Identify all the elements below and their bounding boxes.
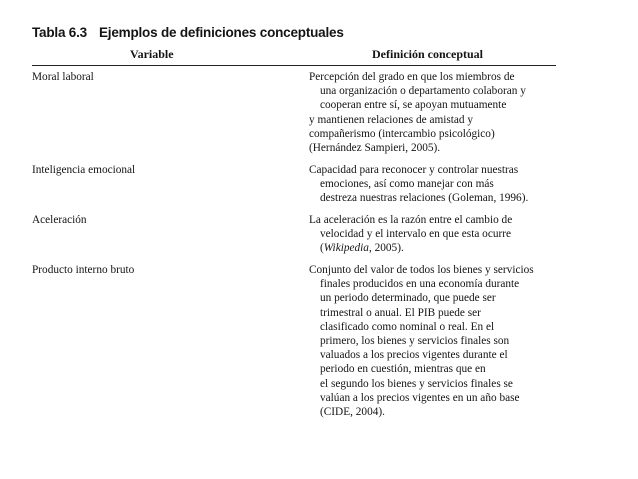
citation-rest: , 2005). bbox=[368, 242, 404, 255]
definition-line: Capacidad para reconocer y controlar nuestras bbox=[309, 164, 519, 176]
definition-line: (Hernández Sampieri, 2005). bbox=[309, 142, 441, 155]
column-header-variable: Variable bbox=[130, 47, 174, 61]
table-title: Ejemplos de definiciones conceptuales bbox=[98, 25, 344, 40]
variable-cell: Producto interno bruto bbox=[32, 264, 135, 276]
definition-line: Percepción del grado en que los miembros de bbox=[309, 71, 515, 83]
definition-line: primero, los bienes y servicios finales son bbox=[320, 335, 510, 348]
definition-line: el segundo los bienes y servicios finales se bbox=[320, 377, 513, 390]
definition-line: emociones, así como manejar con más bbox=[320, 178, 494, 191]
definition-cell bbox=[309, 213, 555, 256]
variable-cell: Aceleración bbox=[32, 214, 87, 226]
table-header-row bbox=[32, 47, 556, 66]
definition-line: La aceleración es la razón entre el cambio de bbox=[309, 214, 513, 226]
definition-cell bbox=[309, 263, 555, 419]
definition-line: velocidad y el intervalo en que esta ocurre bbox=[320, 228, 512, 241]
definition-line: compañerismo (intercambio psicológico) bbox=[309, 127, 495, 140]
definition-line: destreza nuestras relaciones (Goleman, 1996). bbox=[320, 192, 529, 205]
definition-line: y mantienen relaciones de amistad y bbox=[309, 113, 474, 126]
definition-line: Conjunto del valor de todos los bienes y servicios bbox=[309, 264, 534, 276]
definition-line: cooperan entre sí, se apoyan mutuamente bbox=[320, 99, 507, 112]
definition-line: (CIDE, 2004). bbox=[320, 406, 385, 419]
definition-line: finales producidos en una economía durante bbox=[320, 278, 520, 291]
definition-line: valúan a los precios vigentes en un año base bbox=[320, 391, 520, 404]
definition-line: periodo en cuestión, mientras que en bbox=[320, 363, 486, 376]
definition-line: trimestral o anual. El PIB puede ser bbox=[320, 306, 481, 319]
definition-line: clasificado como nominal o real. En el bbox=[320, 320, 495, 333]
table-caption bbox=[32, 25, 344, 40]
table-number: Tabla 6.3 bbox=[32, 25, 87, 40]
column-header-definition: Definición conceptual bbox=[372, 47, 483, 61]
variable-cell: Inteligencia emocional bbox=[32, 164, 136, 176]
definition-line: una organización o departamento colaboran y bbox=[320, 85, 526, 98]
definition-cell bbox=[309, 70, 555, 155]
variable-cell: Moral laboral bbox=[32, 71, 94, 83]
citation-source: Wikipedia bbox=[323, 242, 369, 255]
definition-line-citation bbox=[309, 241, 555, 255]
definition-line: un periodo determinado, que puede ser bbox=[320, 292, 496, 305]
definition-cell bbox=[309, 163, 555, 206]
definition-line: valuados a los precios vigentes durante el bbox=[320, 349, 508, 362]
citation-open: ( bbox=[320, 242, 324, 255]
